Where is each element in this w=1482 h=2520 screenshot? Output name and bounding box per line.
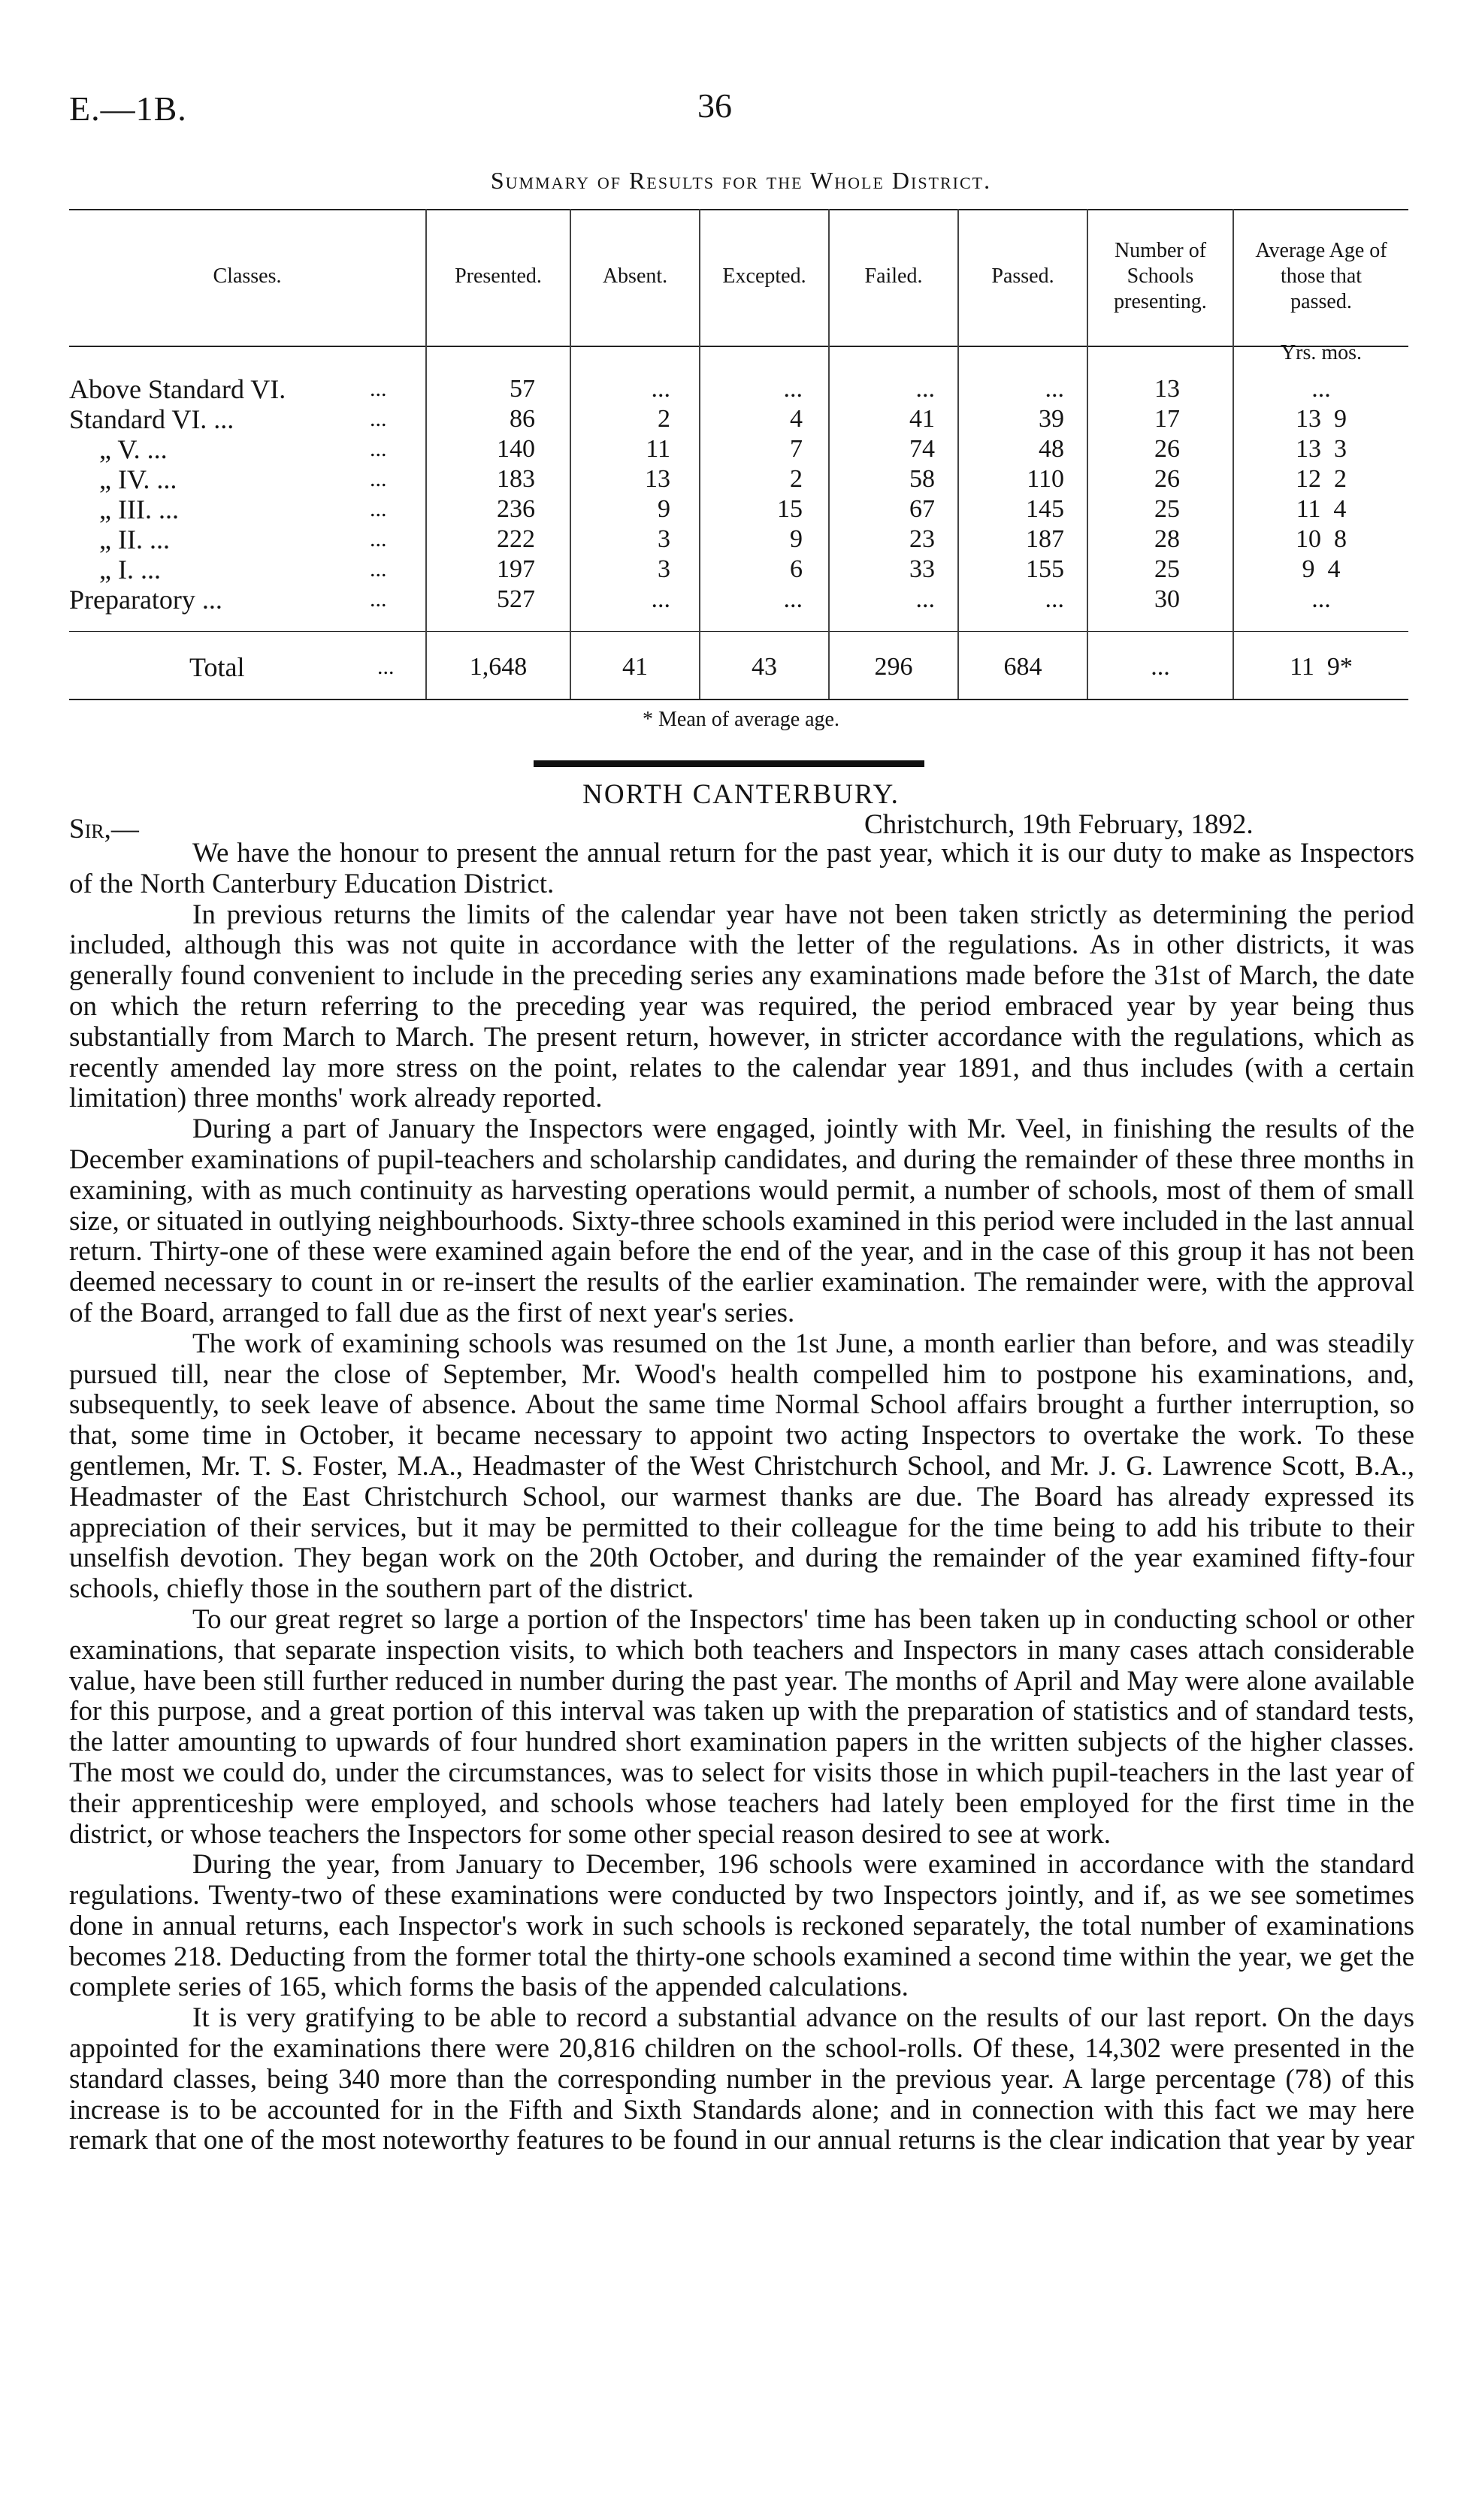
cell-schools: 28 xyxy=(1154,525,1180,553)
column-header-excepted: Excepted. xyxy=(722,264,806,288)
row-label: „ II. ... xyxy=(99,524,170,554)
paragraph: It is very gratifying to be able to record a substantial advance on the results of our last report. On the days appointed for the examinations there were 20,816 children on the school-rolls. Of these, 14,302 were presented in the standard classes, being 340 more than the corresponding number in the previous year. A large percentage (78) of this increase is to be accounted for in the Fifth and Sixth Standards alone; and in connection with this fact we may here remark that one of the most noteworthy features to be found in our annual returns is the clear indication that year by year xyxy=(69,2002,1414,2156)
cell-absent: 9 xyxy=(658,495,670,523)
leader-dots: ... xyxy=(370,406,387,431)
total-failed: 296 xyxy=(874,653,913,681)
cell-excepted: ... xyxy=(783,585,803,613)
cell-absent: ... xyxy=(651,585,670,613)
cell-schools: 25 xyxy=(1154,495,1180,523)
total-average-age: 11 9* xyxy=(1290,653,1353,681)
dateline: Christchurch, 19th February, 1892. xyxy=(864,809,1254,840)
cell-presented: 183 xyxy=(497,465,535,493)
table-header-rule xyxy=(69,346,1408,347)
total-absent: 41 xyxy=(622,653,648,681)
cell-presented: 527 xyxy=(497,585,535,613)
cell-excepted: 4 xyxy=(790,405,803,433)
cell-failed: ... xyxy=(915,375,935,403)
cell-failed: 33 xyxy=(909,555,935,583)
total-passed: 684 xyxy=(1003,653,1042,681)
paragraph: The work of examining schools was resumed on the 1st June, a month earlier than before, and was steadily pursued till, near the close of September, Mr. Wood's health compelled him to postpone his examinations, and, subsequently, to seek leave of absence. About the same time Normal School affairs brought a further interruption, so that, some time in October, it became necessary to appoint two acting Inspectors to overtake the work. To these gentlemen, Mr. T. S. Foster, M.A., Headmaster of the West Christchurch School, and Mr. J. G. Lawrence Scott, B.A., Headmaster of the East Christchurch School, our warmest thanks are due. The Board has already expressed its appreciation of their services, but it may be permitted to their colleague for the time being to add his tribute to their unselfish devotion. They began work on the 20th October, and during the remainder of the year examined fifty-four schools, chiefly those in the southern part of the district. xyxy=(69,1328,1414,1605)
paragraph: We have the honour to present the annual return for the past year, which it is our duty to make as Inspectors of the North Canterbury Education District. xyxy=(69,838,1414,899)
cell-schools: 26 xyxy=(1154,465,1180,493)
letter-body xyxy=(69,838,1414,2156)
leader-dots: ... xyxy=(370,587,387,612)
cell-excepted: ... xyxy=(783,375,803,403)
paragraph: To our great regret so large a portion of the Inspectors' time has been taken up in conducting school or other examinations, that separate inspection visits, to which both teachers and Inspectors in many cases attach considerable value, have been still further reduced in number during the past year. The months of April and May were alone available for this purpose, and a great portion of this interval was taken up with the preparation of statistics and of standard tests, the latter amounting to upwards of four hundred short examination papers in the written subjects of the higher classes. The most we could do, under the circumstances, was to select for visits those in which pupil-teachers in the last year of their apprenticeship were employed, and schools whose teachers had lately been employed for the first time in the district, or whose teachers the Inspectors for some other special reason desired to see at work. xyxy=(69,1603,1414,1850)
paragraph: In previous returns the limits of the calendar year have not been taken strictly as determining the period included, although this was not quite in accordance with the letter of the regulations. As in other districts, it was generally found convenient to include in the preceding series any examinations made before the 31st of March, the date on which the return referring to the preceding year was required, the period embraced year by year being thus substantially from March to March. The present return, however, in stricter accordance with the regulations, which as recently amended lay more stress on the point, relates to the calendar year 1891, and thus includes (with a certain limitation) three months' work already reported. xyxy=(69,899,1414,1114)
cell-schools: 30 xyxy=(1154,585,1180,613)
row-label: „ I. ... xyxy=(99,554,161,585)
cell-average-age: 9 4 xyxy=(1302,555,1341,583)
cell-passed: 39 xyxy=(1039,405,1064,433)
row-label: Standard VI. ... xyxy=(69,404,234,434)
table-bottom-rule xyxy=(69,699,1408,700)
cell-average-age: 13 9 xyxy=(1296,405,1347,433)
cell-excepted: 7 xyxy=(790,435,803,463)
document-reference: E.—1B. xyxy=(69,89,187,128)
cell-average-age: 11 4 xyxy=(1296,495,1347,523)
leader-dots: ... xyxy=(370,557,387,582)
cell-average-age: ... xyxy=(1311,585,1331,613)
cell-failed: 58 xyxy=(909,465,935,493)
cell-passed: 110 xyxy=(1027,465,1064,493)
cell-excepted: 2 xyxy=(790,465,803,493)
leader-dots: ... xyxy=(370,527,387,551)
cell-excepted: 9 xyxy=(790,525,803,553)
cell-schools: 13 xyxy=(1154,375,1180,403)
cell-schools: 26 xyxy=(1154,435,1180,463)
row-label: Above Standard VI. xyxy=(69,374,286,404)
cell-schools: 25 xyxy=(1154,555,1180,583)
cell-failed: ... xyxy=(915,585,935,613)
column-header-failed: Failed. xyxy=(864,264,923,288)
cell-average-age: 13 3 xyxy=(1296,435,1347,463)
total-label: Total xyxy=(189,652,245,682)
age-units-label: Yrs. mos. xyxy=(1280,341,1363,364)
total-excepted: 43 xyxy=(752,653,777,681)
cell-presented: 197 xyxy=(497,555,535,583)
cell-presented: 57 xyxy=(510,375,535,403)
row-label: „ V. ... xyxy=(99,434,168,464)
cell-presented: 222 xyxy=(497,525,535,553)
cell-excepted: 15 xyxy=(777,495,803,523)
column-header-passed: Passed. xyxy=(991,264,1054,288)
cell-absent: 3 xyxy=(658,555,670,583)
page-number: 36 xyxy=(697,86,732,125)
salutation: Sir,— xyxy=(69,814,139,845)
cell-passed: 48 xyxy=(1039,435,1064,463)
leader-dots: ... xyxy=(370,376,387,401)
section-divider xyxy=(534,760,924,767)
cell-failed: 41 xyxy=(909,405,935,433)
cell-presented: 236 xyxy=(497,495,535,523)
cell-absent: 3 xyxy=(658,525,670,553)
table-title: Summary of Results for the Whole District. xyxy=(490,167,992,194)
leader-dots: ... xyxy=(370,437,387,461)
cell-absent: 13 xyxy=(645,465,670,493)
cell-passed: ... xyxy=(1045,375,1064,403)
leader-dots: ... xyxy=(370,467,387,491)
cell-passed: 155 xyxy=(1026,555,1064,583)
cell-absent: 2 xyxy=(658,405,670,433)
leader-dots: ... xyxy=(370,497,387,521)
table-footnote: * Mean of average age. xyxy=(643,708,839,731)
column-header-classes: Classes. xyxy=(213,264,282,288)
cell-average-age: 12 2 xyxy=(1296,465,1347,493)
column-header-schools: Number of Schools presenting. xyxy=(1114,239,1207,313)
cell-excepted: 6 xyxy=(790,555,803,583)
row-label: „ III. ... xyxy=(99,494,179,524)
summary-table xyxy=(69,209,1408,705)
cell-average-age: ... xyxy=(1311,375,1331,403)
column-header-average-age: Average Age of those that passed. xyxy=(1255,239,1387,313)
row-label: „ IV. ... xyxy=(99,464,177,494)
total-presented: 1,648 xyxy=(469,653,528,681)
cell-presented: 140 xyxy=(497,435,535,463)
cell-absent: ... xyxy=(651,375,670,403)
column-header-absent: Absent. xyxy=(602,264,668,288)
total-schools: ... xyxy=(1151,653,1170,681)
cell-average-age: 10 8 xyxy=(1296,525,1347,553)
paragraph: During a part of January the Inspectors were engaged, jointly with Mr. Veel, in finishing the results of the December examinations of pupil-teachers and scholarship candidates, and during the remainder of these three months in examining, with as much continuity as harvesting operations would permit, a number of schools, most of them of small size, or situated in outlying neighbourhoods. Sixty-three schools examined in this period were included in the last annual return. Thirty-one of these were examined again before the end of the year, and in the case of this group it has not been deemed necessary to count in or re-insert the results of the earlier examination. The remainder were, with the approval of the Board, arranged to fall due as the first of next year's series. xyxy=(69,1113,1414,1328)
cell-failed: 23 xyxy=(909,525,935,553)
cell-passed: ... xyxy=(1045,585,1064,613)
paragraph: During the year, from January to December, 196 schools were examined in accordance with the standard regulations. Twenty-two of these examinations were conducted by two Inspectors jointly, and if, as we see sometimes done in annual returns, each Inspector's work in such schools is reckoned separately, the total number of examinations becomes 218. Deducting from the former total the thirty-one schools examined a second time within the year, we get the complete series of 165, which forms the basis of the appended calculations. xyxy=(69,1849,1414,2003)
column-header-presented: Presented. xyxy=(455,264,542,288)
cell-schools: 17 xyxy=(1154,405,1180,433)
cell-absent: 11 xyxy=(646,435,670,463)
cell-failed: 74 xyxy=(909,435,935,463)
row-label: Preparatory ... xyxy=(69,585,222,615)
section-title: NORTH CANTERBURY. xyxy=(582,779,900,810)
cell-presented: 86 xyxy=(510,405,535,433)
cell-passed: 145 xyxy=(1026,495,1064,523)
table-total-rule xyxy=(69,631,1408,632)
leader-dots: ... xyxy=(377,654,395,679)
cell-passed: 187 xyxy=(1026,525,1064,553)
cell-failed: 67 xyxy=(909,495,935,523)
